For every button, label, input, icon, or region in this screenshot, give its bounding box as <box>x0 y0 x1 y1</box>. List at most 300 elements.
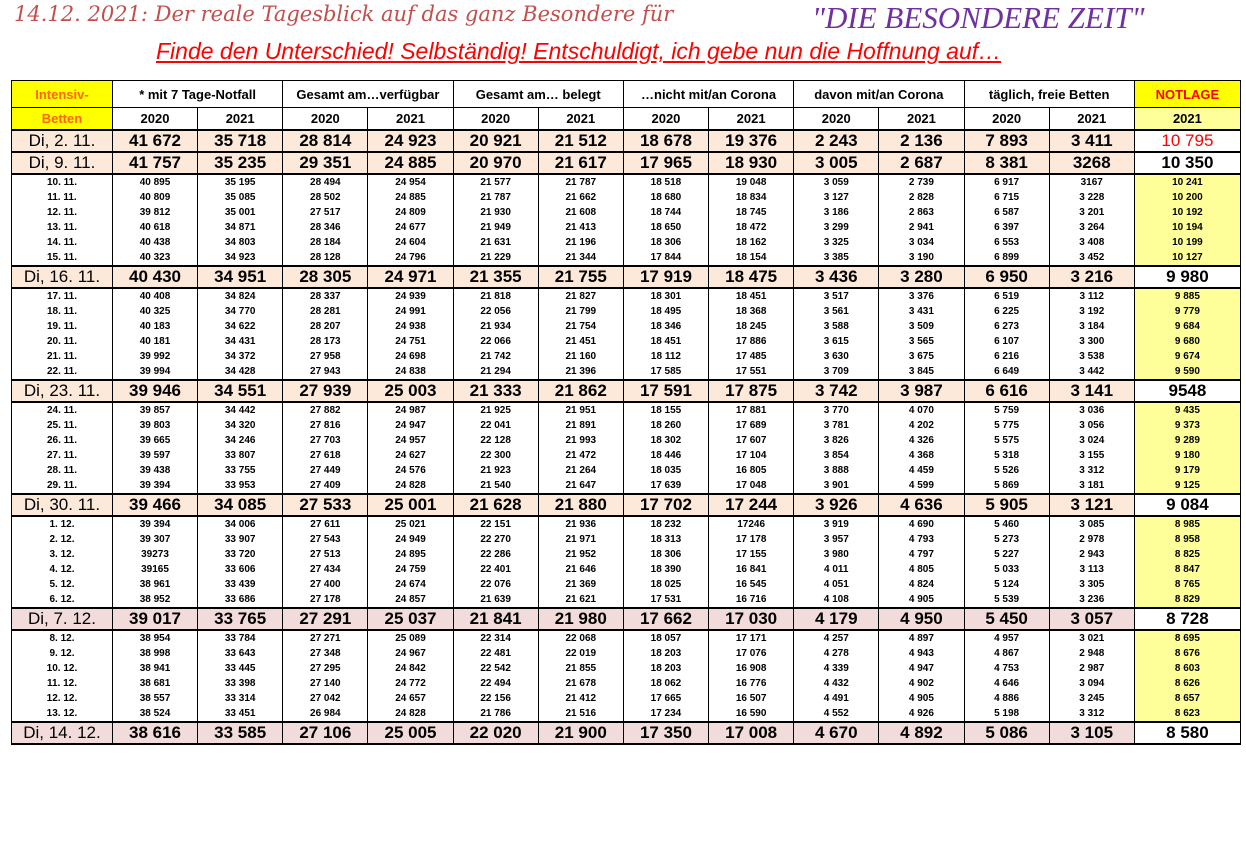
value-cell: 16 545 <box>709 577 794 592</box>
value-cell: 3 024 <box>1049 433 1134 448</box>
table-row <box>12 516 1241 532</box>
value-cell: 4 491 <box>794 691 879 706</box>
row-date: 21. 11. <box>12 349 113 364</box>
notlage-cell: 8 580 <box>1134 722 1240 744</box>
row-date: Di, 16. 11. <box>12 266 113 288</box>
value-cell: 3 565 <box>879 334 964 349</box>
value-cell: 27 517 <box>283 205 368 220</box>
value-cell: 21 923 <box>453 463 538 478</box>
value-cell: 18 260 <box>623 418 708 433</box>
value-cell: 17 965 <box>623 152 708 174</box>
value-cell: 5 450 <box>964 608 1049 630</box>
value-cell: 27 611 <box>283 516 368 532</box>
value-cell: 27 271 <box>283 630 368 646</box>
year-header: 2020 <box>623 108 708 131</box>
value-cell: 6 899 <box>964 250 1049 266</box>
value-cell: 5 198 <box>964 706 1049 722</box>
row-date: 17. 11. <box>12 288 113 304</box>
value-cell: 16 805 <box>709 463 794 478</box>
notlage-cell: 9 885 <box>1134 288 1240 304</box>
group-header: davon mit/an Corona <box>794 81 964 108</box>
value-cell: 22 156 <box>453 691 538 706</box>
table-row <box>12 205 1241 220</box>
year-header: 2020 <box>964 108 1049 131</box>
notlage-cell: 10 194 <box>1134 220 1240 235</box>
value-cell: 27 533 <box>283 494 368 516</box>
value-cell: 17 048 <box>709 478 794 494</box>
value-cell: 35 085 <box>198 190 283 205</box>
value-cell: 8 381 <box>964 152 1049 174</box>
value-cell: 21 628 <box>453 494 538 516</box>
value-cell: 3 264 <box>1049 220 1134 235</box>
value-cell: 39 857 <box>112 402 197 418</box>
value-cell: 4 552 <box>794 706 879 722</box>
value-cell: 21 951 <box>538 402 623 418</box>
value-cell: 3 561 <box>794 304 879 319</box>
value-cell: 18 368 <box>709 304 794 319</box>
week-summary-row <box>12 494 1241 516</box>
value-cell: 34 428 <box>198 364 283 380</box>
notlage-cell: 8 657 <box>1134 691 1240 706</box>
value-cell: 21 930 <box>453 205 538 220</box>
group-header: Gesamt am… belegt <box>453 81 623 108</box>
value-cell: 5 124 <box>964 577 1049 592</box>
value-cell: 4 902 <box>879 676 964 691</box>
value-cell: 18 678 <box>623 130 708 152</box>
value-cell: 28 207 <box>283 319 368 334</box>
value-cell: 6 950 <box>964 266 1049 288</box>
value-cell: 24 604 <box>368 235 453 250</box>
notlage-cell: 8 603 <box>1134 661 1240 676</box>
value-cell: 21 608 <box>538 205 623 220</box>
value-cell: 3 216 <box>1049 266 1134 288</box>
value-cell: 24 857 <box>368 592 453 608</box>
value-cell: 33 439 <box>198 577 283 592</box>
notlage-cell: 10 241 <box>1134 174 1240 190</box>
value-cell: 35 001 <box>198 205 283 220</box>
value-cell: 3 408 <box>1049 235 1134 250</box>
value-cell: 3 588 <box>794 319 879 334</box>
value-cell: 3 452 <box>1049 250 1134 266</box>
value-cell: 21 631 <box>453 235 538 250</box>
value-cell: 28 337 <box>283 288 368 304</box>
value-cell: 38 941 <box>112 661 197 676</box>
value-cell: 18 301 <box>623 288 708 304</box>
value-cell: 27 291 <box>283 608 368 630</box>
value-cell: 3 034 <box>879 235 964 250</box>
value-cell: 5 033 <box>964 562 1049 577</box>
value-cell: 29 351 <box>283 152 368 174</box>
value-cell: 22 128 <box>453 433 538 448</box>
value-cell: 3 509 <box>879 319 964 334</box>
value-cell: 5 460 <box>964 516 1049 532</box>
value-cell: 3 325 <box>794 235 879 250</box>
table-row <box>12 706 1241 722</box>
value-cell: 4 957 <box>964 630 1049 646</box>
row-date: 24. 11. <box>12 402 113 418</box>
value-cell: 22 066 <box>453 334 538 349</box>
value-cell: 3 781 <box>794 418 879 433</box>
value-cell: 25 005 <box>368 722 453 744</box>
value-cell: 3 987 <box>879 380 964 402</box>
value-cell: 27 295 <box>283 661 368 676</box>
value-cell: 5 575 <box>964 433 1049 448</box>
value-cell: 39 994 <box>112 364 197 380</box>
value-cell: 28 173 <box>283 334 368 349</box>
row-date: 8. 12. <box>12 630 113 646</box>
value-cell: 17 178 <box>709 532 794 547</box>
value-cell: 4 368 <box>879 448 964 463</box>
notlage-cell: 10 350 <box>1134 152 1240 174</box>
table-row <box>12 220 1241 235</box>
value-cell: 21 925 <box>453 402 538 418</box>
row-date: 18. 11. <box>12 304 113 319</box>
value-cell: 2 828 <box>879 190 964 205</box>
table-body <box>12 130 1241 744</box>
value-cell: 17 919 <box>623 266 708 288</box>
table-row <box>12 630 1241 646</box>
value-cell: 21 196 <box>538 235 623 250</box>
value-cell: 40 618 <box>112 220 197 235</box>
value-cell: 21 742 <box>453 349 538 364</box>
value-cell: 33 755 <box>198 463 283 478</box>
table-row <box>12 304 1241 319</box>
value-cell: 21 755 <box>538 266 623 288</box>
value-cell: 21 900 <box>538 722 623 744</box>
row-date: 13. 12. <box>12 706 113 722</box>
value-cell: 39 946 <box>112 380 197 402</box>
value-cell: 24 971 <box>368 266 453 288</box>
value-cell: 3 280 <box>879 266 964 288</box>
year-header: 2020 <box>453 108 538 131</box>
row-date: 29. 11. <box>12 478 113 494</box>
value-cell: 5 775 <box>964 418 1049 433</box>
value-cell: 4 943 <box>879 646 964 661</box>
row-date: Di, 7. 12. <box>12 608 113 630</box>
value-cell: 18 306 <box>623 547 708 562</box>
table-row <box>12 562 1241 577</box>
table-row <box>12 288 1241 304</box>
value-cell: 18 232 <box>623 516 708 532</box>
value-cell: 24 885 <box>368 152 453 174</box>
value-cell: 3 919 <box>794 516 879 532</box>
value-cell: 4 636 <box>879 494 964 516</box>
value-cell: 6 587 <box>964 205 1049 220</box>
row-date: 11. 12. <box>12 676 113 691</box>
table-row <box>12 676 1241 691</box>
value-cell: 28 346 <box>283 220 368 235</box>
value-cell: 25 003 <box>368 380 453 402</box>
table-row <box>12 190 1241 205</box>
value-cell: 38 557 <box>112 691 197 706</box>
value-cell: 18 346 <box>623 319 708 334</box>
value-cell: 18 203 <box>623 661 708 676</box>
value-cell: 33 314 <box>198 691 283 706</box>
value-cell: 17 008 <box>709 722 794 744</box>
value-cell: 18 112 <box>623 349 708 364</box>
year-header: 2021 <box>1049 108 1134 131</box>
value-cell: 40 323 <box>112 250 197 266</box>
value-cell: 2 739 <box>879 174 964 190</box>
value-cell: 33 686 <box>198 592 283 608</box>
value-cell: 2 136 <box>879 130 964 152</box>
value-cell: 39 803 <box>112 418 197 433</box>
value-cell: 21 787 <box>453 190 538 205</box>
notlage-cell: 9 125 <box>1134 478 1240 494</box>
value-cell: 3 312 <box>1049 463 1134 478</box>
week-summary-row <box>12 130 1241 152</box>
value-cell: 7 893 <box>964 130 1049 152</box>
value-cell: 38 954 <box>112 630 197 646</box>
row-date: 27. 11. <box>12 448 113 463</box>
table-row <box>12 478 1241 494</box>
value-cell: 6 553 <box>964 235 1049 250</box>
value-cell: 21 952 <box>538 547 623 562</box>
notlage-cell: 10 200 <box>1134 190 1240 205</box>
value-cell: 3 186 <box>794 205 879 220</box>
value-cell: 16 776 <box>709 676 794 691</box>
value-cell: 38 616 <box>112 722 197 744</box>
year-header: 2021 <box>538 108 623 131</box>
value-cell: 3 056 <box>1049 418 1134 433</box>
value-cell: 34 622 <box>198 319 283 334</box>
value-cell: 3 112 <box>1049 288 1134 304</box>
table-row <box>12 547 1241 562</box>
value-cell: 18 062 <box>623 676 708 691</box>
value-cell: 20 921 <box>453 130 538 152</box>
value-cell: 24 698 <box>368 349 453 364</box>
value-cell: 2 943 <box>1049 547 1134 562</box>
value-cell: 24 809 <box>368 205 453 220</box>
value-cell: 27 939 <box>283 380 368 402</box>
value-cell: 34 951 <box>198 266 283 288</box>
notlage-cell: 8 676 <box>1134 646 1240 661</box>
value-cell: 17 607 <box>709 433 794 448</box>
value-cell: 3268 <box>1049 152 1134 174</box>
value-cell: 21 678 <box>538 676 623 691</box>
value-cell: 33 720 <box>198 547 283 562</box>
value-cell: 33 765 <box>198 608 283 630</box>
value-cell: 17 485 <box>709 349 794 364</box>
value-cell: 18 680 <box>623 190 708 205</box>
value-cell: 3 826 <box>794 433 879 448</box>
table-row <box>12 532 1241 547</box>
value-cell: 4 011 <box>794 562 879 577</box>
value-cell: 27 943 <box>283 364 368 380</box>
value-cell: 24 885 <box>368 190 453 205</box>
value-cell: 18 834 <box>709 190 794 205</box>
value-cell: 40 895 <box>112 174 197 190</box>
value-cell: 41 672 <box>112 130 197 152</box>
value-cell: 39 017 <box>112 608 197 630</box>
table-row <box>12 319 1241 334</box>
table-row <box>12 463 1241 478</box>
value-cell: 39165 <box>112 562 197 577</box>
table-row <box>12 577 1241 592</box>
value-cell: 4 797 <box>879 547 964 562</box>
value-cell: 4 886 <box>964 691 1049 706</box>
table-row <box>12 646 1241 661</box>
notlage-cell: 9 779 <box>1134 304 1240 319</box>
value-cell: 18 446 <box>623 448 708 463</box>
subtitle: Finde den Unterschied! Selbständig! Entschuldigt, ich gebe nun die Hoffnung auf… <box>156 38 1002 64</box>
value-cell: 17 350 <box>623 722 708 744</box>
value-cell: 3 376 <box>879 288 964 304</box>
value-cell: 17 702 <box>623 494 708 516</box>
value-cell: 27 106 <box>283 722 368 744</box>
value-cell: 34 442 <box>198 402 283 418</box>
row-date: 19. 11. <box>12 319 113 334</box>
value-cell: 4 950 <box>879 608 964 630</box>
value-cell: 34 320 <box>198 418 283 433</box>
table-row <box>12 250 1241 266</box>
value-cell: 40 438 <box>112 235 197 250</box>
value-cell: 4 108 <box>794 592 879 608</box>
value-cell: 21 786 <box>453 706 538 722</box>
value-cell: 21 647 <box>538 478 623 494</box>
value-cell: 18 313 <box>623 532 708 547</box>
value-cell: 5 318 <box>964 448 1049 463</box>
value-cell: 38 961 <box>112 577 197 592</box>
value-cell: 3 181 <box>1049 478 1134 494</box>
row-date: 9. 12. <box>12 646 113 661</box>
value-cell: 4 202 <box>879 418 964 433</box>
value-cell: 21 540 <box>453 478 538 494</box>
value-cell: 27 178 <box>283 592 368 608</box>
row-date: 28. 11. <box>12 463 113 478</box>
row-date: 25. 11. <box>12 418 113 433</box>
value-cell: 4 257 <box>794 630 879 646</box>
value-cell: 20 970 <box>453 152 538 174</box>
value-cell: 25 089 <box>368 630 453 646</box>
value-cell: 21 577 <box>453 174 538 190</box>
value-cell: 4 070 <box>879 402 964 418</box>
value-cell: 3 742 <box>794 380 879 402</box>
row-date: Di, 23. 11. <box>12 380 113 402</box>
value-cell: 39 466 <box>112 494 197 516</box>
value-cell: 3 980 <box>794 547 879 562</box>
value-cell: 21 355 <box>453 266 538 288</box>
notlage-cell: 8 985 <box>1134 516 1240 532</box>
value-cell: 24 954 <box>368 174 453 190</box>
row-date: 6. 12. <box>12 592 113 608</box>
value-cell: 6 917 <box>964 174 1049 190</box>
value-cell: 21 818 <box>453 288 538 304</box>
value-cell: 24 674 <box>368 577 453 592</box>
table-row <box>12 174 1241 190</box>
value-cell: 35 235 <box>198 152 283 174</box>
row-date: 12. 11. <box>12 205 113 220</box>
value-cell: 24 657 <box>368 691 453 706</box>
value-cell: 3 770 <box>794 402 879 418</box>
value-cell: 3 431 <box>879 304 964 319</box>
value-cell: 24 895 <box>368 547 453 562</box>
value-cell: 27 434 <box>283 562 368 577</box>
value-cell: 24 947 <box>368 418 453 433</box>
value-cell: 27 543 <box>283 532 368 547</box>
year-header: 2021 <box>368 108 453 131</box>
notlage-cell: 8 829 <box>1134 592 1240 608</box>
value-cell: 38 681 <box>112 676 197 691</box>
value-cell: 39 665 <box>112 433 197 448</box>
row-date: 11. 11. <box>12 190 113 205</box>
value-cell: 6 519 <box>964 288 1049 304</box>
value-cell: 21 264 <box>538 463 623 478</box>
notlage-cell: 9 435 <box>1134 402 1240 418</box>
value-cell: 21 639 <box>453 592 538 608</box>
value-cell: 16 507 <box>709 691 794 706</box>
value-cell: 33 907 <box>198 532 283 547</box>
value-cell: 3 845 <box>879 364 964 380</box>
row-date: 4. 12. <box>12 562 113 577</box>
value-cell: 24 576 <box>368 463 453 478</box>
value-cell: 17 531 <box>623 592 708 608</box>
value-cell: 38 998 <box>112 646 197 661</box>
value-cell: 24 796 <box>368 250 453 266</box>
value-cell: 21 980 <box>538 608 623 630</box>
value-cell: 21 229 <box>453 250 538 266</box>
year-header: 2021 <box>198 108 283 131</box>
value-cell: 18 155 <box>623 402 708 418</box>
value-cell: 21 396 <box>538 364 623 380</box>
value-cell: 19 376 <box>709 130 794 152</box>
value-cell: 6 715 <box>964 190 1049 205</box>
value-cell: 4 905 <box>879 592 964 608</box>
value-cell: 26 984 <box>283 706 368 722</box>
value-cell: 18 518 <box>623 174 708 190</box>
value-cell: 24 772 <box>368 676 453 691</box>
value-cell: 16 908 <box>709 661 794 676</box>
value-cell: 39273 <box>112 547 197 562</box>
table-row <box>12 349 1241 364</box>
value-cell: 25 037 <box>368 608 453 630</box>
value-cell: 5 086 <box>964 722 1049 744</box>
value-cell: 18 650 <box>623 220 708 235</box>
value-cell: 4 805 <box>879 562 964 577</box>
notlage-header: NOTLAGE <box>1134 81 1240 108</box>
value-cell: 6 273 <box>964 319 1049 334</box>
value-cell: 18 475 <box>709 266 794 288</box>
value-cell: 22 494 <box>453 676 538 691</box>
value-cell: 39 394 <box>112 516 197 532</box>
week-summary-row <box>12 266 1241 288</box>
value-cell: 2 987 <box>1049 661 1134 676</box>
week-summary-row <box>12 722 1241 744</box>
value-cell: 18 451 <box>623 334 708 349</box>
row-date: Di, 2. 11. <box>12 130 113 152</box>
value-cell: 17 689 <box>709 418 794 433</box>
value-cell: 3 228 <box>1049 190 1134 205</box>
table-row <box>12 661 1241 676</box>
value-cell: 21 754 <box>538 319 623 334</box>
value-cell: 35 718 <box>198 130 283 152</box>
value-cell: 3 192 <box>1049 304 1134 319</box>
value-cell: 3 436 <box>794 266 879 288</box>
value-cell: 27 882 <box>283 402 368 418</box>
value-cell: 24 677 <box>368 220 453 235</box>
value-cell: 4 459 <box>879 463 964 478</box>
value-cell: 21 862 <box>538 380 623 402</box>
value-cell: 3 184 <box>1049 319 1134 334</box>
value-cell: 34 372 <box>198 349 283 364</box>
row-date: Di, 30. 11. <box>12 494 113 516</box>
value-cell: 17 665 <box>623 691 708 706</box>
value-cell: 34 923 <box>198 250 283 266</box>
value-cell: 5 227 <box>964 547 1049 562</box>
value-cell: 4 897 <box>879 630 964 646</box>
value-cell: 6 649 <box>964 364 1049 380</box>
value-cell: 17 585 <box>623 364 708 380</box>
